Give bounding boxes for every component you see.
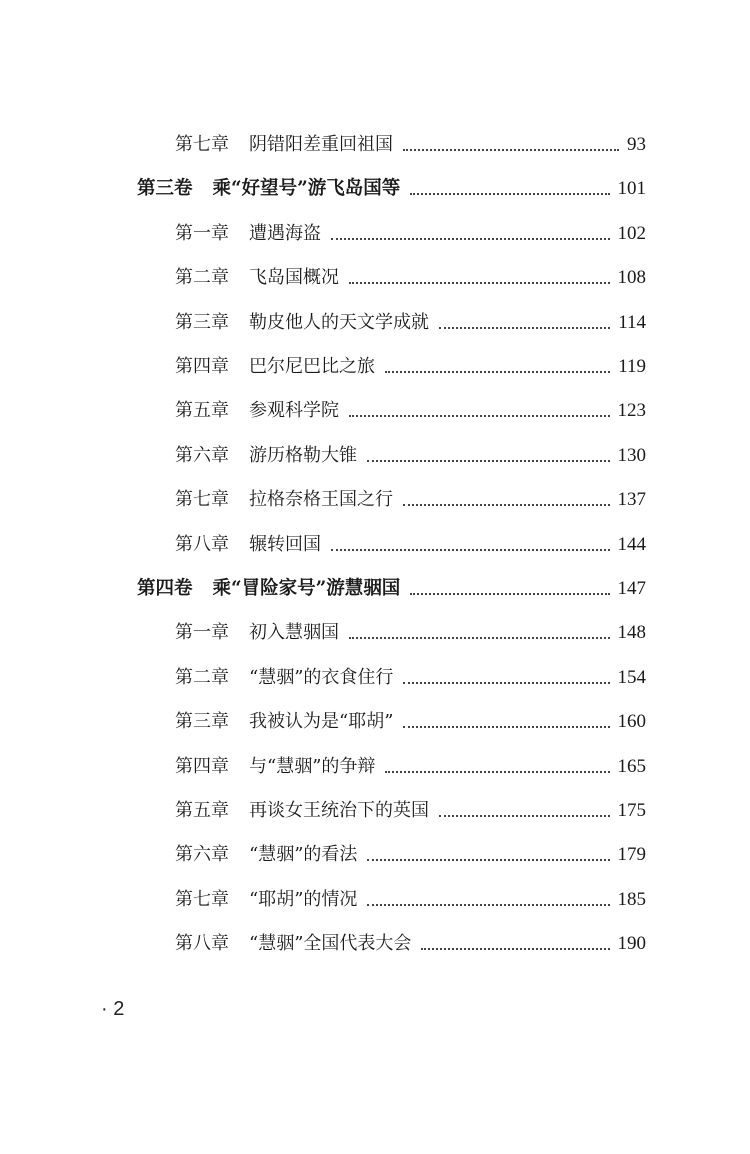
entry-page-number: 160 — [617, 711, 646, 733]
entry-number: 第七章 — [175, 134, 229, 155]
dot-leader — [403, 681, 609, 684]
toc-chapter-entry — [175, 929, 646, 959]
entry-page-number: 148 — [617, 622, 646, 644]
entry-title: 乘“好望号”游飞岛国等 — [212, 178, 401, 200]
toc-volume-entry — [137, 174, 646, 204]
dot-leader — [331, 237, 610, 240]
entry-title: 与“慧骃”的争辩 — [249, 755, 376, 777]
dot-leader — [439, 326, 610, 329]
entry-title: 游历格勒大锥 — [249, 444, 357, 466]
entry-number: 第三章 — [175, 711, 229, 733]
entry-page-number: 119 — [618, 356, 646, 377]
dot-leader — [349, 636, 610, 639]
toc-chapter-entry — [175, 352, 646, 382]
entry-page-number: 102 — [617, 222, 646, 244]
entry-page-number: 175 — [617, 800, 646, 821]
entry-page-number: 165 — [617, 755, 646, 777]
toc-chapter-entry — [175, 663, 646, 693]
dot-leader — [403, 725, 609, 728]
entry-title: 巴尔尼巴比之旅 — [249, 356, 375, 377]
entry-title: 勒皮他人的天文学成就 — [249, 311, 429, 333]
entry-title: “慧骃”的衣食住行 — [249, 666, 394, 688]
dot-leader — [410, 592, 609, 595]
toc-chapter-entry — [175, 752, 646, 782]
entry-page-number: 93 — [627, 134, 646, 155]
toc-chapter-entry — [175, 840, 646, 870]
entry-title: 拉格奈格王国之行 — [249, 489, 393, 511]
entry-page-number: 147 — [617, 578, 646, 599]
dot-leader — [349, 414, 610, 417]
toc-chapter-entry — [175, 263, 646, 293]
entry-number: 第七章 — [175, 888, 229, 910]
dot-leader — [403, 503, 610, 506]
entry-title: “耶胡”的情况 — [249, 888, 358, 910]
toc-volume-entry — [137, 574, 646, 604]
entry-page-number: 130 — [617, 444, 646, 466]
entry-title: 我被认为是“耶胡” — [249, 711, 394, 733]
entry-number: 第二章 — [175, 267, 229, 289]
dot-leader — [410, 192, 609, 195]
entry-number: 第四卷 — [137, 578, 193, 599]
dot-leader — [367, 459, 610, 462]
entry-number: 第一章 — [175, 622, 229, 644]
entry-title: 再谈女王统治下的英国 — [249, 800, 429, 821]
toc-chapter-entry — [175, 308, 646, 338]
entry-title: 乘“冒险家号”游慧骃国 — [212, 578, 401, 599]
entry-number: 第六章 — [175, 444, 229, 466]
dot-leader — [385, 770, 609, 773]
entry-number: 第四章 — [175, 755, 229, 777]
entry-page-number: 144 — [617, 533, 646, 555]
toc-chapter-entry — [175, 441, 646, 471]
entry-number: 第八章 — [175, 533, 229, 555]
entry-page-number: 137 — [617, 489, 646, 511]
entry-page-number: 123 — [617, 400, 646, 422]
toc-chapter-entry — [175, 530, 646, 560]
entry-page-number: 108 — [617, 267, 646, 289]
dot-leader — [331, 548, 610, 551]
toc-chapter-entry — [175, 396, 646, 426]
dot-leader — [349, 281, 610, 284]
entry-title: 参观科学院 — [249, 400, 339, 422]
toc-chapter-entry — [175, 130, 646, 160]
entry-title: 遭遇海盗 — [249, 222, 321, 244]
entry-title: 辗转回国 — [249, 533, 321, 555]
entry-number: 第六章 — [175, 844, 229, 866]
toc-chapter-entry — [175, 707, 646, 737]
dot-leader — [403, 148, 619, 151]
entry-number: 第八章 — [175, 933, 229, 955]
dot-leader — [367, 858, 609, 861]
entry-page-number: 154 — [617, 666, 646, 688]
dot-leader — [367, 903, 609, 906]
entry-title: 阴错阳差重回祖国 — [249, 134, 393, 155]
entry-number: 第三章 — [175, 311, 229, 333]
entry-page-number: 101 — [617, 178, 646, 200]
toc-chapter-entry — [175, 885, 646, 915]
entry-number: 第七章 — [175, 489, 229, 511]
entry-title: “慧骃”全国代表大会 — [249, 933, 412, 955]
entry-number: 第五章 — [175, 800, 229, 821]
entry-title: 初入慧骃国 — [249, 622, 339, 644]
entry-number: 第二章 — [175, 666, 229, 688]
dot-leader — [385, 370, 610, 373]
dot-leader — [421, 947, 609, 950]
toc-chapter-entry — [175, 485, 646, 515]
entry-page-number: 190 — [617, 933, 646, 955]
entry-title: 飞岛国概况 — [249, 267, 339, 289]
entry-page-number: 114 — [618, 311, 646, 333]
entry-number: 第一章 — [175, 222, 229, 244]
toc-chapter-entry — [175, 796, 646, 826]
page-number: · 2 — [101, 998, 125, 1020]
dot-leader — [439, 814, 610, 817]
toc-chapter-entry — [175, 618, 646, 648]
entry-number: 第四章 — [175, 356, 229, 377]
entry-page-number: 179 — [617, 844, 646, 866]
entry-number: 第三卷 — [137, 178, 193, 200]
toc-chapter-entry — [175, 219, 646, 249]
entry-page-number: 185 — [617, 888, 646, 910]
entry-number: 第五章 — [175, 400, 229, 422]
entry-title: “慧骃”的看法 — [249, 844, 358, 866]
